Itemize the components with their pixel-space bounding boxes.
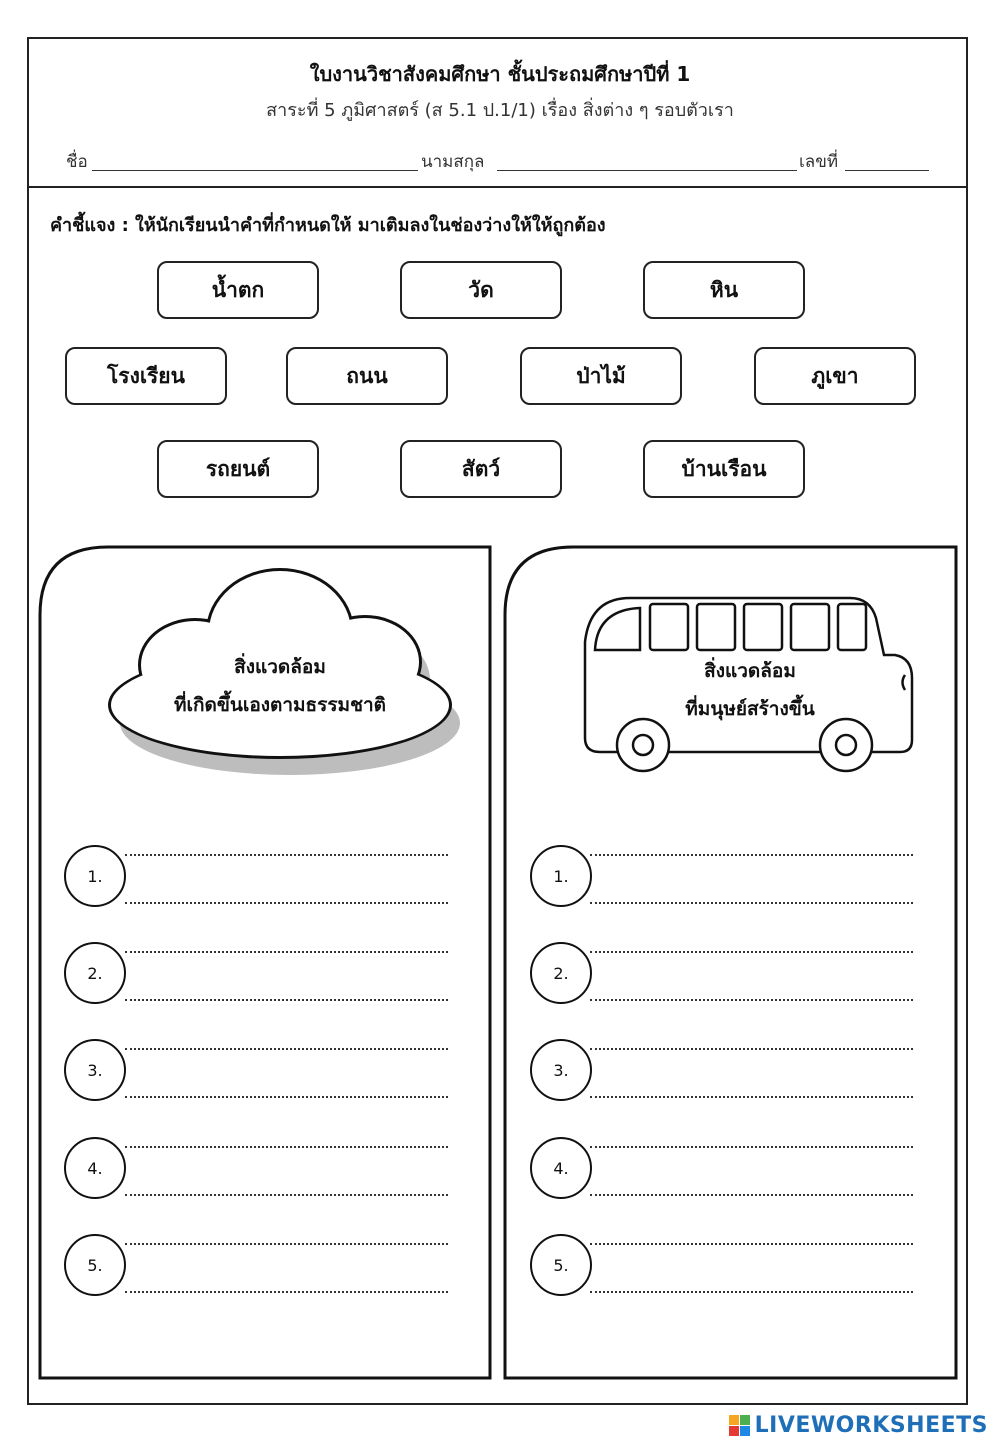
word-card[interactable]: สัตว์ <box>400 440 562 498</box>
number-label: เลขที่ <box>799 152 839 172</box>
word-card[interactable]: รถยนต์ <box>157 440 319 498</box>
answer-line[interactable] <box>125 951 448 953</box>
answer-number: 2. <box>530 942 592 1004</box>
page-subtitle: สาระที่ 5 ภูมิศาสตร์ (ส 5.1 ป.1/1) เรื่อง สิ่งต่าง ๆ รอบตัวเรา <box>266 100 734 121</box>
word-card[interactable]: วัด <box>400 261 562 319</box>
liveworksheets-brand-text: LIVEWORKSHEETS <box>754 1413 988 1438</box>
answer-number: 2. <box>64 942 126 1004</box>
answer-line[interactable] <box>590 1096 913 1098</box>
answer-line[interactable] <box>125 1291 448 1293</box>
right-panel-title-line1: สิ่งแวดล้อม <box>704 660 796 682</box>
answer-number: 3. <box>530 1039 592 1101</box>
answer-line[interactable] <box>590 951 913 953</box>
answer-line[interactable] <box>125 999 448 1001</box>
right-panel-title-line2: ที่มนุษย์สร้างขึ้น <box>685 698 815 720</box>
answer-line[interactable] <box>125 1243 448 1245</box>
answer-number: 3. <box>64 1039 126 1101</box>
answer-line[interactable] <box>125 854 448 856</box>
answer-line[interactable] <box>125 1096 448 1098</box>
answer-number: 4. <box>530 1137 592 1199</box>
answer-number: 5. <box>530 1234 592 1296</box>
instruction-text: คำชี้แจง : ให้นักเรียนนำคำที่กำหนดให้ มาเติมลงในช่องว่างให้ให้ถูกต้อง <box>50 215 606 236</box>
word-card[interactable]: โรงเรียน <box>65 347 227 405</box>
answer-line[interactable] <box>125 1146 448 1148</box>
word-card[interactable]: หิน <box>643 261 805 319</box>
answer-line[interactable] <box>590 1291 913 1293</box>
page-title: ใบงานวิชาสังคมศึกษา ชั้นประถมศึกษาปีที่ 1 <box>309 62 691 86</box>
answer-line[interactable] <box>590 1146 913 1148</box>
liveworksheets-logo[interactable] <box>729 1413 988 1438</box>
answer-line[interactable] <box>125 902 448 904</box>
surname-label: นามสกุล <box>421 152 485 172</box>
word-card[interactable]: ภูเขา <box>754 347 916 405</box>
word-card[interactable]: ป่าไม้ <box>520 347 682 405</box>
answer-line[interactable] <box>590 1194 913 1196</box>
answer-line[interactable] <box>590 902 913 904</box>
answer-number: 4. <box>64 1137 126 1199</box>
answer-line[interactable] <box>590 999 913 1001</box>
left-panel-title-line1: สิ่งแวดล้อม <box>234 656 326 678</box>
answer-number: 5. <box>64 1234 126 1296</box>
answer-line[interactable] <box>590 1048 913 1050</box>
answer-line[interactable] <box>125 1194 448 1196</box>
answer-number: 1. <box>64 845 126 907</box>
answer-line[interactable] <box>590 1243 913 1245</box>
name-label: ชื่อ <box>66 152 88 172</box>
left-panel-title <box>120 648 440 724</box>
liveworksheets-mark-icon <box>729 1415 751 1437</box>
answer-line[interactable] <box>590 854 913 856</box>
word-card[interactable]: ถนน <box>286 347 448 405</box>
word-card[interactable]: น้ำตก <box>157 261 319 319</box>
answer-line[interactable] <box>125 1048 448 1050</box>
answer-number: 1. <box>530 845 592 907</box>
right-panel-title <box>620 652 880 728</box>
word-card[interactable]: บ้านเรือน <box>643 440 805 498</box>
left-panel-title-line2: ที่เกิดขึ้นเองตามธรรมชาติ <box>174 694 386 716</box>
